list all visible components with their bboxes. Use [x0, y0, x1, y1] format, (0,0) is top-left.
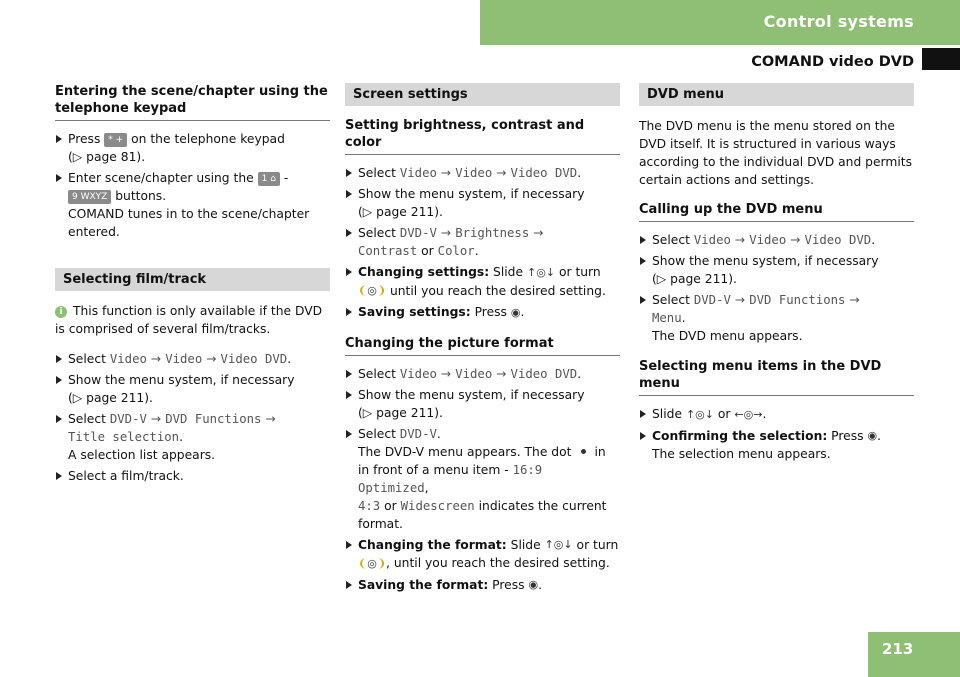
key-9-icon: 9 WXYZ	[68, 190, 111, 204]
step: Changing the format: Slide ↑◎↓ or turn ❨◎❩, until you reach the desired setting.	[345, 536, 620, 573]
controller-slide-updown-icon: ↑◎↓	[544, 538, 573, 551]
step: Select Video → Video → Video DVD.	[55, 350, 330, 368]
step: Select DVD-V → Brightness → Contrast or Color.	[345, 224, 620, 260]
step: Select DVD-V. The DVD-V menu appears. The dot in in front of a menu item - 16:9 Optimized, 4:3 or Widescreen indicates the current format.	[345, 425, 620, 533]
controller-press-icon: ◉	[867, 429, 878, 442]
controller-press-icon: ◉	[510, 305, 521, 319]
step: Select a film/track.	[55, 467, 330, 485]
arrow-right-icon: →	[849, 293, 860, 307]
controller-slide-updown-icon: ↑◎↓	[526, 265, 556, 279]
arrow-right-icon: →	[265, 412, 276, 426]
step: Select Video → Video → Video DVD.	[345, 365, 620, 383]
step: Saving the format: Press ◉.	[345, 576, 620, 595]
step: Select DVD-V → DVD Functions → Menu. The DVD menu appears.	[639, 291, 914, 345]
heading-selecting-menu-items: Selecting menu items in the DVD menu	[639, 358, 914, 396]
heading-calling-dvd-menu: Calling up the DVD menu	[639, 201, 914, 222]
heading-brightness: Setting brightness, contrast and color	[345, 117, 620, 155]
arrow-right-icon: →	[440, 166, 452, 180]
heading-dvd-menu: DVD menu	[639, 83, 914, 106]
controller-turn-icon: ❨◎❩	[358, 284, 387, 297]
dot-icon	[581, 449, 586, 454]
step: Show the menu system, if necessary (▷ page 211).	[345, 386, 620, 422]
arrow-right-icon: →	[496, 166, 507, 180]
column-1	[55, 83, 330, 488]
step: Select Video → Video → Video DVD.	[639, 231, 914, 249]
arrow-right-icon: →	[440, 226, 452, 240]
heading-selecting-film: Selecting film/track	[55, 268, 330, 291]
dvd-menu-intro: The DVD menu is the menu stored on the DVD itself. It is structured in various ways according to the individual DVD and permits certain actions and settings.	[639, 119, 912, 187]
step: Slide ↑◎↓ or ←◎→.	[639, 405, 914, 424]
step: Show the menu system, if necessary (▷ page 211).	[639, 252, 914, 288]
subsection-title: COMAND video DVD	[751, 54, 914, 70]
step: Select DVD-V → DVD Functions → Title selection. A selection list appears.	[55, 410, 330, 464]
arrow-right-icon: →	[790, 233, 801, 247]
controller-turn-icon: ❨◎❩	[358, 556, 387, 570]
controller-slide-updown-icon: ↑◎↓	[685, 407, 714, 421]
step: Press * + on the telephone keypad (▷ page 81).	[55, 130, 330, 166]
info-icon: i	[55, 306, 67, 318]
heading-picture-format: Changing the picture format	[345, 335, 620, 356]
step: Confirming the selection: Press ◉. The selection menu appears.	[639, 427, 914, 464]
arrow-right-icon: →	[150, 412, 162, 426]
key-1-icon: 1 ⌂	[258, 172, 280, 186]
header-marker	[922, 48, 960, 70]
step: Enter scene/chapter using the 1 ⌂ - 9 WXYZ buttons. COMAND tunes in to the scene/chapter entered.	[55, 169, 330, 241]
page-number: 213	[868, 632, 960, 677]
controller-slide-leftright-icon: ←◎→	[734, 407, 763, 421]
step: Show the menu system, if necessary (▷ page 211).	[345, 185, 620, 221]
star-key-icon: * +	[104, 133, 127, 147]
arrow-right-icon: →	[734, 233, 746, 247]
arrow-right-icon: →	[496, 366, 507, 381]
heading-screen-settings: Screen settings	[345, 83, 620, 106]
arrow-right-icon: →	[206, 352, 217, 366]
info-note: i This function is only available if the DVD is comprised of several film/tracks.	[55, 304, 323, 336]
arrow-right-icon: →	[734, 293, 746, 307]
column-2	[345, 83, 620, 597]
heading-enter-scene: Entering the scene/chapter using the telephone keypad	[55, 83, 330, 121]
arrow-right-icon: →	[440, 366, 452, 381]
arrow-right-icon: →	[533, 226, 544, 240]
column-3	[639, 83, 914, 466]
step: Show the menu system, if necessary (▷ page 211).	[55, 371, 330, 407]
arrow-right-icon: →	[150, 352, 162, 366]
section-title: Control systems	[763, 12, 914, 31]
step: Changing settings: Slide ↑◎↓ or turn ❨◎❩ until you reach the desired setting.	[345, 263, 620, 300]
controller-press-icon: ◉	[528, 578, 539, 591]
step: Saving settings: Press ◉.	[345, 303, 620, 322]
step: Select Video → Video → Video DVD.	[345, 164, 620, 182]
